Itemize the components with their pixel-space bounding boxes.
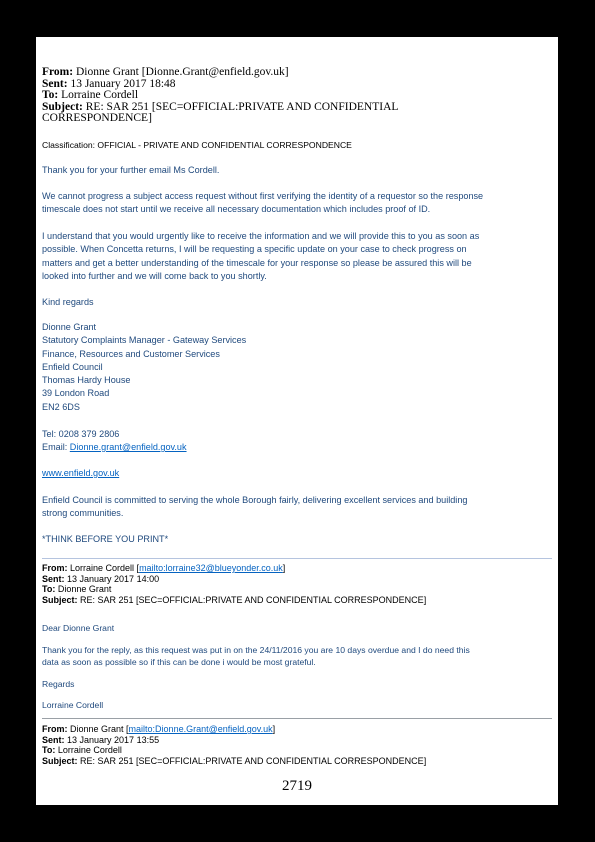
email3-sent: Sent: 13 January 2017 13:55 bbox=[42, 734, 160, 745]
email3-to: To: Lorraine Cordell bbox=[42, 745, 122, 755]
email2-subject: Subject: RE: SAR 251 [SEC=OFFICIAL:PRIVATE AND CONFIDENTIAL CORRESPONDENCE] bbox=[42, 594, 427, 605]
email1-mission: Enfield Council is committed to serving the whole Borough fairly, delivering excellent services and building strong communities. bbox=[42, 495, 468, 519]
email3-from: From: Dionne Grant [mailto:Dionne.Grant@enfield.gov.uk] bbox=[42, 724, 276, 734]
separator-1 bbox=[42, 558, 552, 559]
document-page bbox=[36, 37, 558, 805]
email2-signoff: Regards bbox=[42, 679, 75, 689]
email1-classification: Classification: OFFICIAL - PRIVATE AND CONFIDENTIAL CORRESPONDENCE bbox=[42, 140, 352, 150]
email3-header bbox=[42, 724, 552, 766]
email3-from-link[interactable]: mailto:Dionne.Grant@enfield.gov.uk bbox=[128, 724, 273, 734]
email2-body: Thank you for the reply, as this request was put in on the 24/11/2016 you are 10 days overdue and I do need this data as soon as possible so if this can be done i would be most grateful. bbox=[42, 645, 470, 667]
email3-subject: Subject: RE: SAR 251 [SEC=OFFICIAL:PRIVATE AND CONFIDENTIAL CORRESPONDENCE] bbox=[42, 755, 427, 766]
email2-sent: Sent: 13 January 2017 14:00 bbox=[42, 573, 160, 584]
email1-subject: Subject: RE: SAR 251 [SEC=OFFICIAL:PRIVATE AND CONFIDENTIAL bbox=[42, 100, 399, 113]
website-link[interactable]: www.enfield.gov.uk bbox=[42, 468, 120, 478]
email1-paragraph-2: I understand that you would urgently like to receive the information and we will provide this to you as soon as possible. When Concetta returns, I will be requesting a specific update on your case to check progress on matters and get a better understanding of the timescale for your response so please be assured this will be looked into further and we will come back to you shortly. bbox=[42, 231, 480, 281]
email1-tel: Tel: 0208 379 2806 bbox=[42, 429, 120, 439]
email1-subject-cont: CORRESPONDENCE] bbox=[42, 112, 152, 124]
page-number: 2719 bbox=[282, 778, 312, 794]
email1-paragraph-1: We cannot progress a subject access request without first verifying the identity of a requestor so the response timescale does not start until we receive all necessary documentation which includes proof of ID. bbox=[42, 191, 484, 215]
separator-2 bbox=[42, 718, 552, 719]
email2-from: From: Lorraine Cordell [mailto:lorraine32@blueyonder.co.uk] bbox=[42, 563, 286, 573]
email1-signoff: Kind regards bbox=[42, 297, 94, 307]
email2-to: To: Dionne Grant bbox=[42, 584, 112, 594]
email1-sent: Sent: 13 January 2017 18:48 bbox=[42, 77, 176, 90]
email1-email-link[interactable]: Dionne.grant@enfield.gov.uk bbox=[69, 442, 187, 452]
email1-to: To: Lorraine Cordell bbox=[42, 89, 139, 101]
email1-email-line: Email: Dionne.grant@enfield.gov.uk bbox=[42, 442, 187, 452]
email1-print-notice: *THINK BEFORE YOU PRINT* bbox=[42, 534, 169, 544]
email2-header bbox=[42, 563, 552, 605]
email1-signature: Dionne Grant Statutory Complaints Manager - Gateway Services Finance, Resources and Customer Services Enfield Council Thomas Hardy House 39 London Road EN2 6DS bbox=[42, 322, 247, 412]
email2-greeting: Dear Dionne Grant bbox=[42, 623, 115, 633]
email2-name: Lorraine Cordell bbox=[42, 700, 104, 710]
email1-greeting: Thank you for your further email Ms Cordell. bbox=[42, 165, 220, 175]
email1-from: From: Dionne Grant [Dionne.Grant@enfield.gov.uk] bbox=[42, 66, 289, 78]
email2-from-link[interactable]: mailto:lorraine32@blueyonder.co.uk bbox=[139, 563, 283, 573]
email1-website bbox=[42, 467, 552, 480]
